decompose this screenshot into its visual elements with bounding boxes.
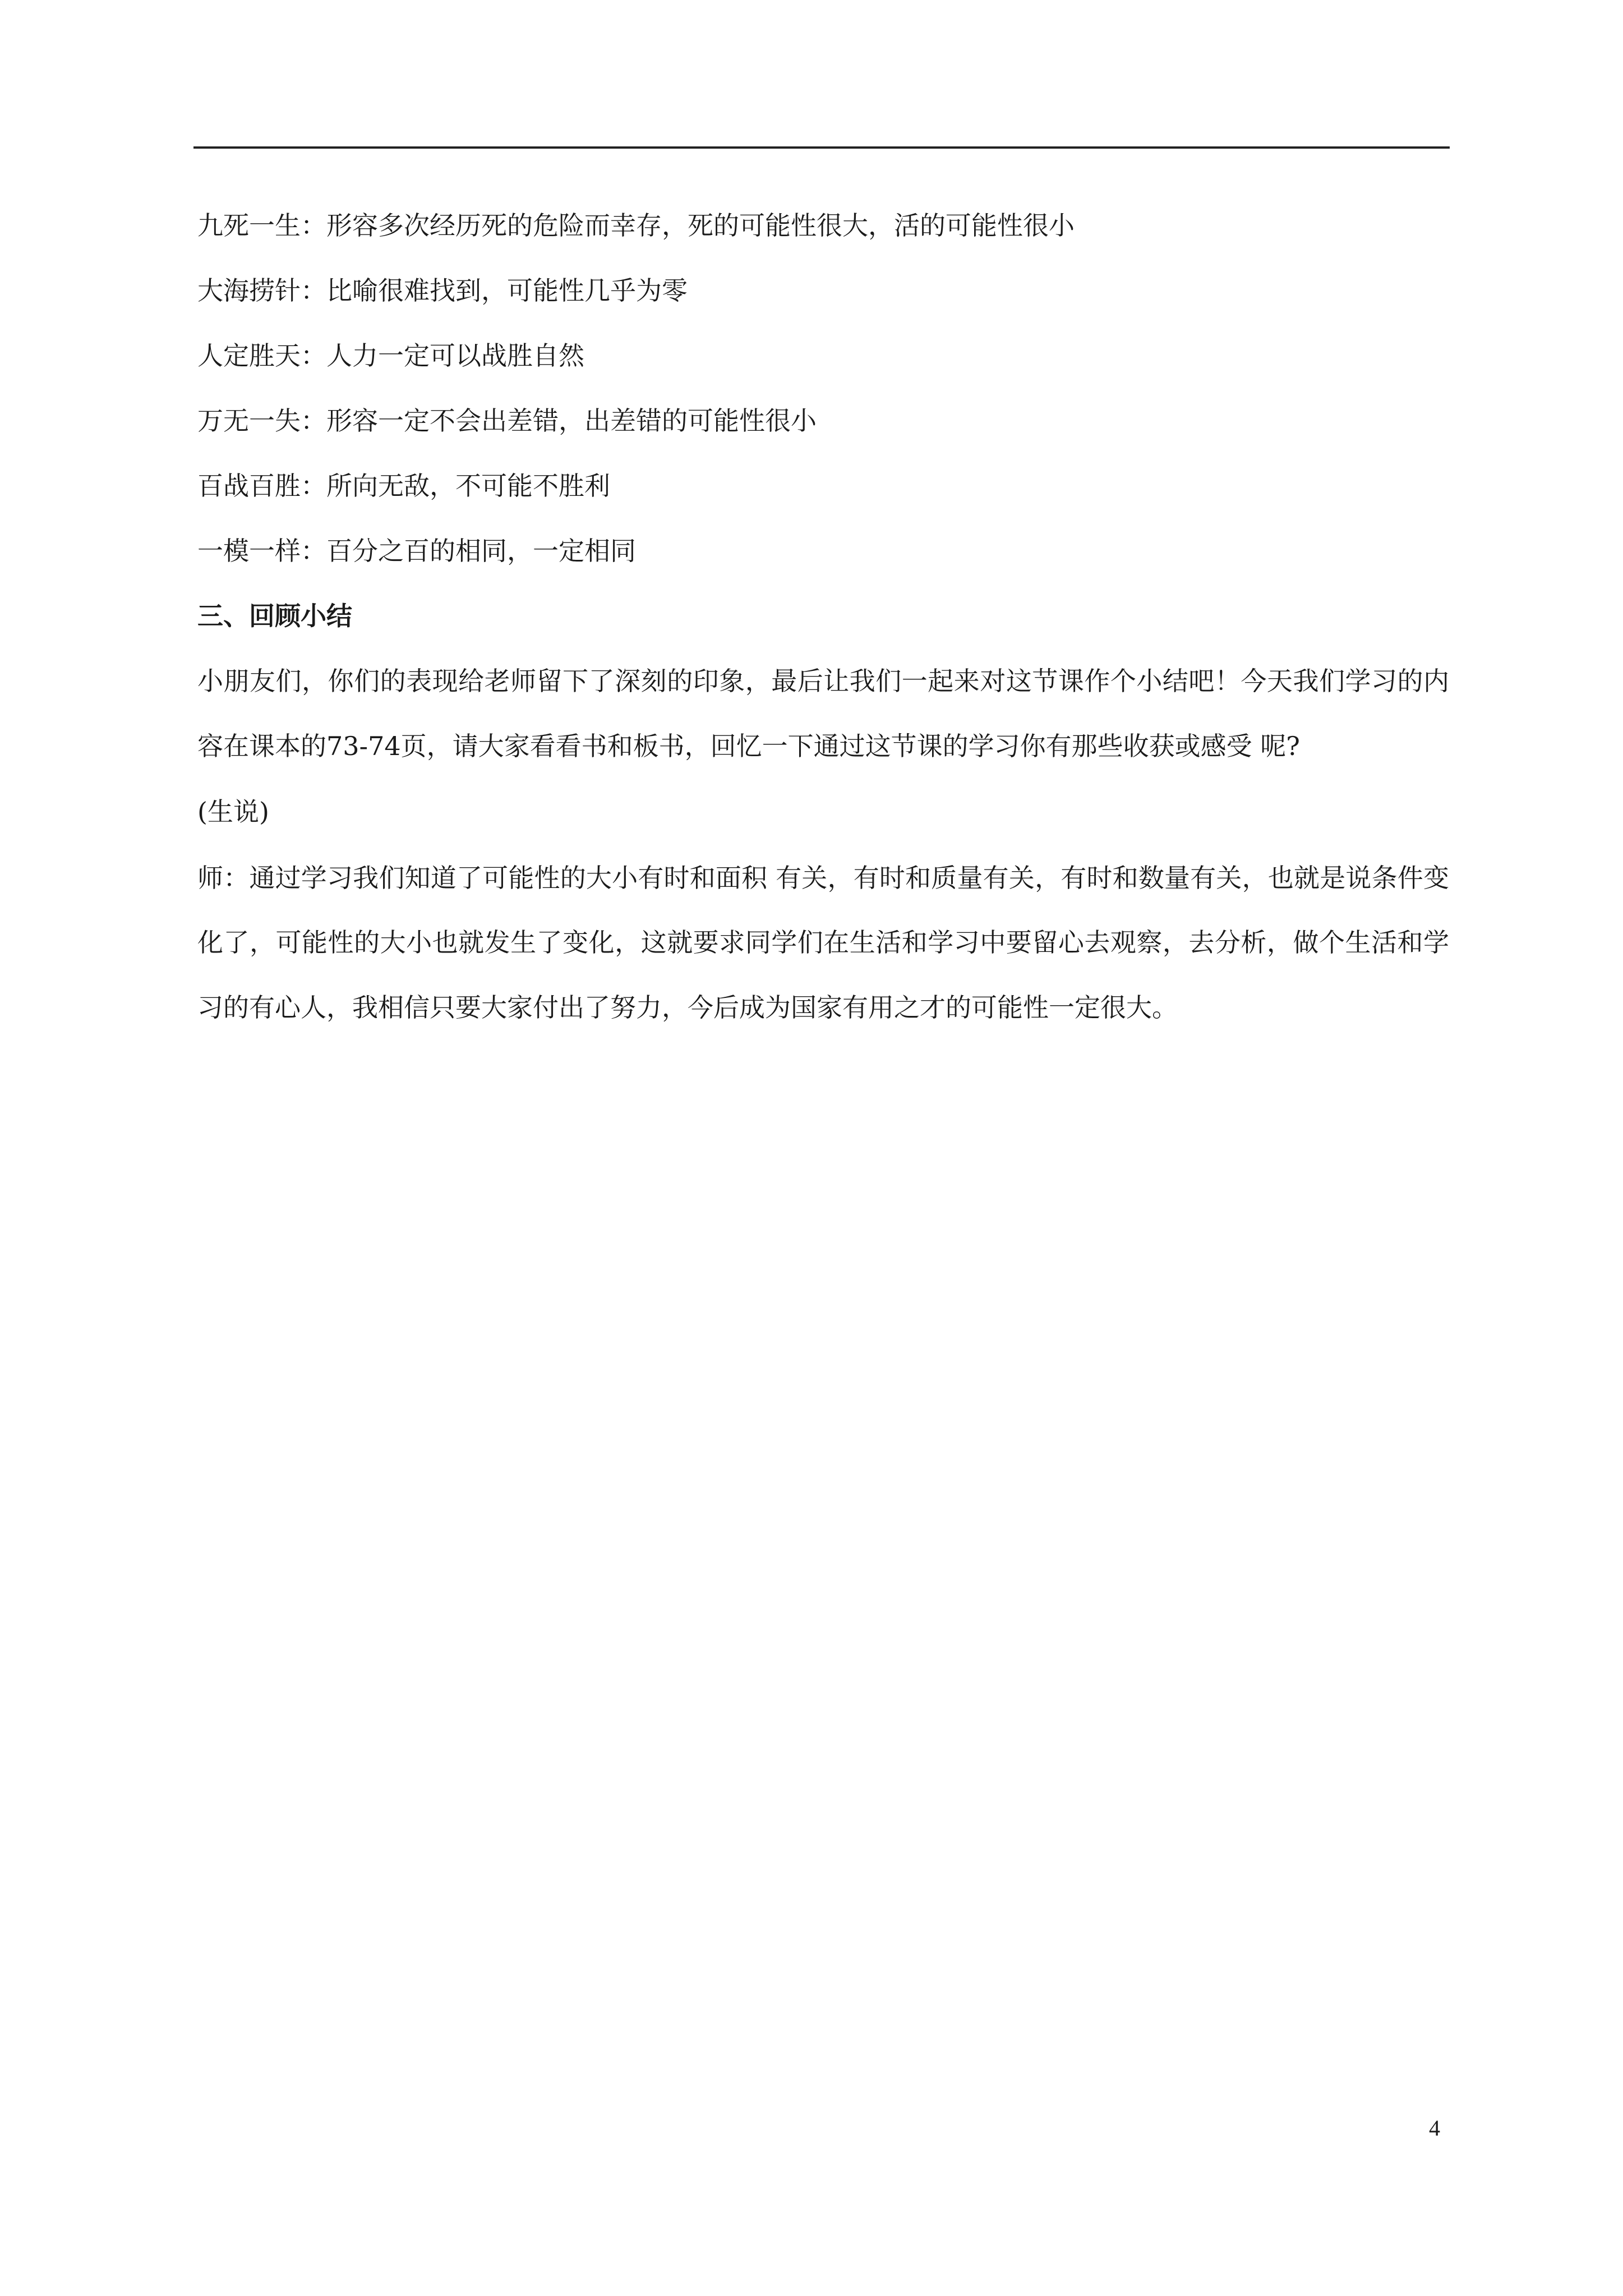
teacher-paragraph: 师：通过学习我们知道了可能性的大小有时和面积 有关，有时和质量有关，有时和数量有关，也就是说条件变化了，可能性的大小也就发生了变化，这就要求同学们在生活和学习中要留心去观察，去分析，做个生活和学习的有心人，我相信只要大家付出了努力，今后成为国家有用之才的可能性一定很大。 <box>197 862 1449 1023</box>
idiom-term: 九死一生 <box>197 210 301 241</box>
idiom-term: 大海捞针 <box>197 275 301 306</box>
idiom-separator: ： <box>301 210 326 241</box>
idiom-separator: ： <box>301 471 326 501</box>
idiom-separator: ： <box>301 341 326 371</box>
document-body <box>197 209 1449 1057</box>
idiom-line <box>197 274 1449 307</box>
idiom-line <box>197 339 1449 372</box>
idiom-line <box>197 209 1449 242</box>
header-rule <box>193 146 1450 149</box>
idiom-definition: 人力一定可以战胜自然 <box>326 341 584 371</box>
idiom-separator: ： <box>301 536 326 566</box>
section-heading: 三、回顾小结 <box>197 601 352 631</box>
idiom-definition: 形容一定不会出差错，出差错的可能性很小 <box>326 406 817 436</box>
idiom-definition: 比喻很难找到，可能性几乎为零 <box>326 275 688 306</box>
idiom-line <box>197 470 1449 502</box>
idiom-term: 百战百胜 <box>197 471 301 501</box>
idiom-term: 万无一失 <box>197 406 301 436</box>
idiom-line <box>197 404 1449 437</box>
page-number: 4 <box>1429 2115 1440 2141</box>
idiom-line <box>197 535 1449 567</box>
idiom-term: 人定胜天 <box>197 341 301 371</box>
idiom-definition: 形容多次经历死的危险而幸存，死的可能性很大，活的可能性很小 <box>326 210 1075 241</box>
idiom-separator: ： <box>301 406 326 436</box>
idiom-definition: 百分之百的相同，一定相同 <box>326 536 636 566</box>
idiom-term: 一模一样 <box>197 536 301 566</box>
student-note: (生说) <box>197 797 269 827</box>
idiom-definition: 所向无敌，不可能不胜利 <box>326 471 610 501</box>
idiom-separator: ： <box>301 275 326 306</box>
summary-paragraph: 小朋友们，你们的表现给老师留下了深刻的印象，最后让我们一起来对这节课作个小结吧！今天我们学习的内容在课本的73-74页，请大家看看书和板书，回忆一下通过这节课的学习你有那些收获或感受 呢? <box>197 666 1449 761</box>
